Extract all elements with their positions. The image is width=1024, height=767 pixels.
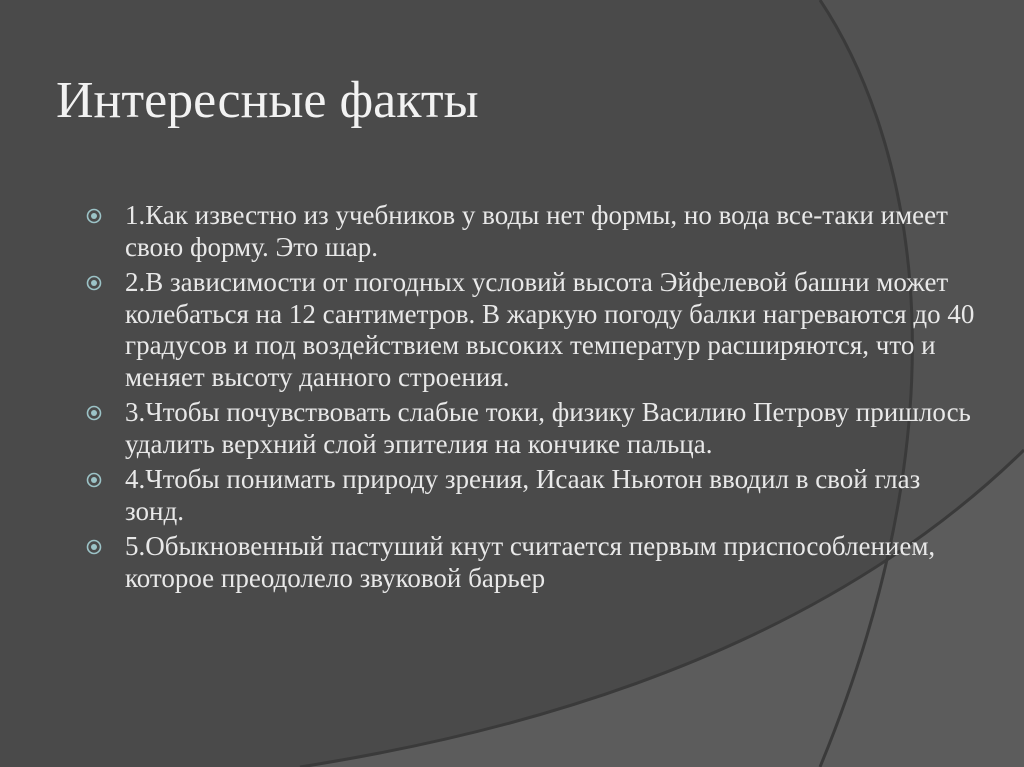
list-item [80,397,980,460]
target-bullet-icon [86,539,102,555]
target-bullet-icon [86,405,102,421]
list-item [80,267,980,393]
target-bullet-icon [86,208,102,224]
target-bullet-icon [86,472,102,488]
list-item [80,531,980,594]
slide-title: Интересные факты [56,72,479,129]
list-item [80,464,980,527]
bullet-text: 4.Чтобы понимать природу зрения, Исаак Ньютон вводил в свой глаз зонд. [125,464,921,526]
bullet-text: 3.Чтобы почувствовать слабые токи, физику Василию Петрову пришлось удалить верхний слой эпителия на кончике пальца. [125,397,971,459]
bullet-list [80,200,980,598]
bullet-text: 1.Как известно из учебников у воды нет формы, но вода все-таки имеет свою форму. Это шар. [125,200,948,262]
bullet-text: 2.В зависимости от погодных условий высота Эйфелевой башни может колебаться на 12 сантиметров. В жаркую погоду балки нагреваются до 40 градусов и под воздействием высоких температур расширяются, что и меняет высоту данного строения. [125,267,975,392]
bullet-text: 5.Обыкновенный пастуший кнут считается первым приспособлением, которое преодолело звуковой барьер [125,531,936,593]
list-item [80,200,980,263]
target-bullet-icon [86,275,102,291]
